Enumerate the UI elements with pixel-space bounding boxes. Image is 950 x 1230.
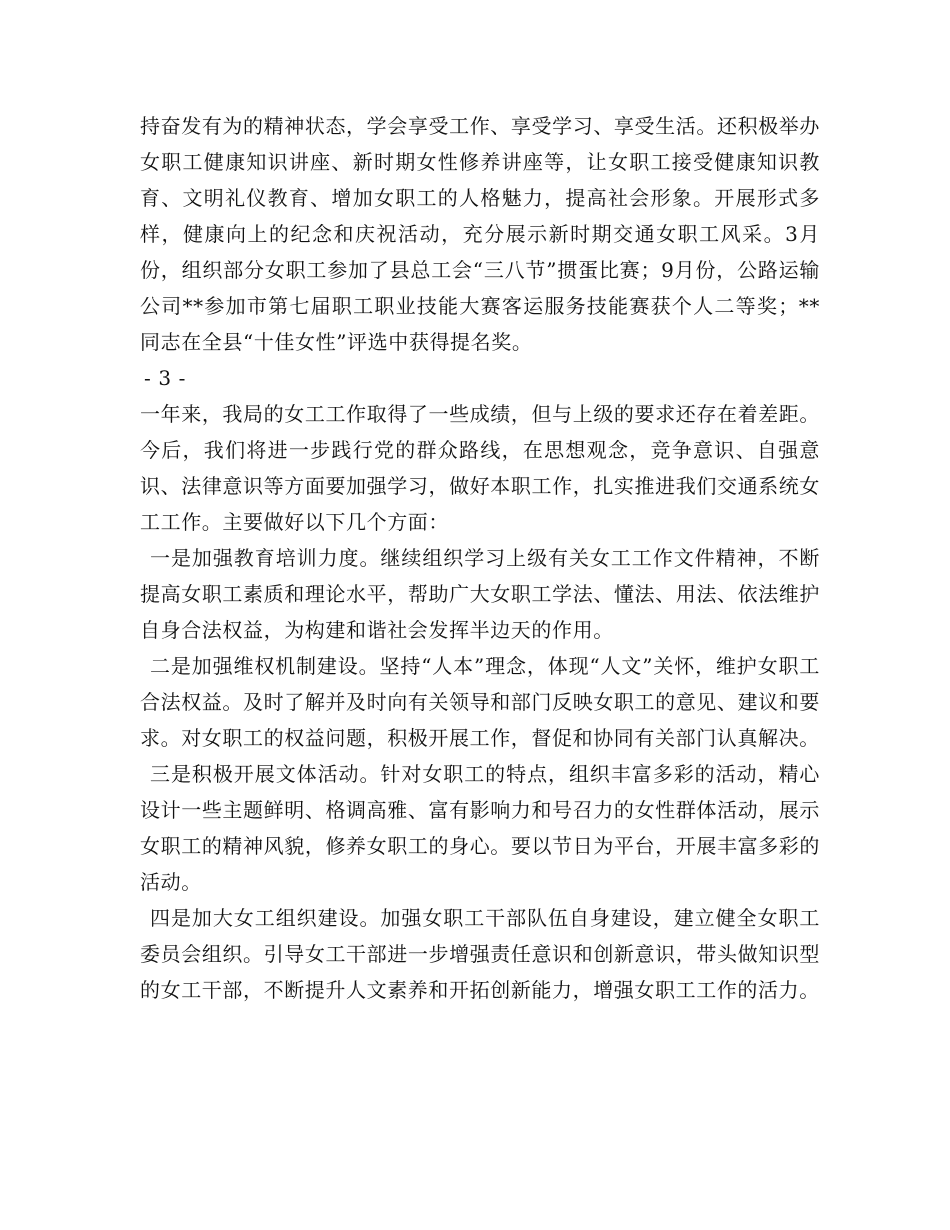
paragraph-summary: 一年来，我局的女工工作取得了一些成绩，但与上级的要求还存在着差距。今后，我们将进一步践行党的群众路线，在思想观念，竞争意识、自强意识、法律意识等方面要加强学习，做好本职工作，扎实推进我们交通系统女工工作。主要做好以下几个方面： — [140, 402, 820, 534]
paragraph-point-activities: 三是积极开展文体活动。针对女职工的特点，组织丰富多彩的活动，精心设计一些主题鲜明、格调高雅、富有影响力和号召力的女性群体活动，展示女职工的精神风貌，修养女职工的身心。要以节日为平台，开展丰富多彩的活动。 — [140, 762, 820, 894]
paragraph-point-organization: 四是加大女工组织建设。加强女职工干部队伍自身建设，建立健全女职工委员会组织。引导女工干部进一步增强责任意识和创新意识，带头做知识型的女工干部，不断提升人文素养和开拓创新能力，增强女职工工作的活力。 — [140, 906, 820, 1002]
paragraph-point-education: 一是加强教育培训力度。继续组织学习上级有关女工工作文件精神，不断提高女职工素质和理论水平，帮助广大女职工学法、懂法、用法、依法维护自身合法权益，为构建和谐社会发挥半边天的作用。 — [140, 546, 820, 642]
paragraph-activities: 持奋发有为的精神状态，学会享受工作、享受学习、享受生活。还积极举办女职工健康知识讲座、新时期女性修养讲座等，让女职工接受健康知识教育、文明礼仪教育、增加女职工的人格魅力，提高社会形象。开展形式多样，健康向上的纪念和庆祝活动，充分展示新时期交通女职工风采。3月份，组织部分女职工参加了县总工会“三八节”掼蛋比赛；9月份，公路运输公司**参加市第七届职工职业技能大赛客运服务技能赛获个人二等奖；**同志在全县“十佳女性”评选中获得提名奖。 — [140, 114, 820, 354]
page-number: - 3 - — [144, 366, 186, 390]
paragraph-point-rights: 二是加强维权机制建设。坚持“人本”理念，体现“人文”关怀，维护女职工合法权益。及时了解并及时向有关领导和部门反映女职工的意见、建议和要求。对女职工的权益问题，积极开展工作，督促和协同有关部门认真解决。 — [140, 654, 820, 750]
document-body — [140, 108, 820, 1008]
